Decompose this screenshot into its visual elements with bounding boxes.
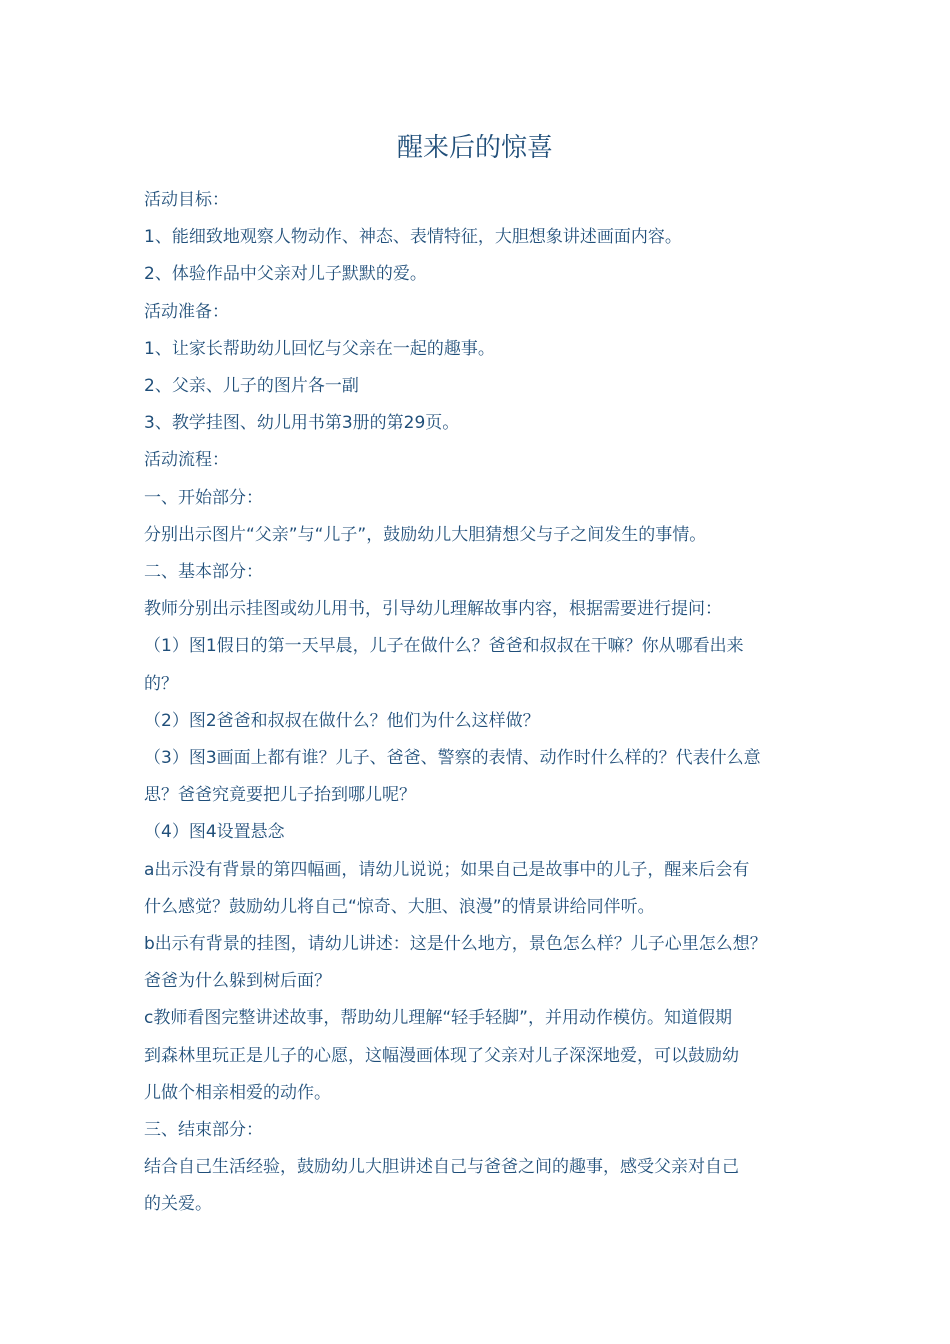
question-1-line-2: 的？	[144, 673, 178, 694]
process-heading-basic: 二、基本部分：	[144, 562, 263, 583]
question-2: （2）图2爸爸和叔叔在做什么？他们为什么这样做？	[144, 710, 540, 731]
question-4: （4）图4设置悬念	[144, 822, 285, 843]
process-heading-end: 三、结束部分：	[144, 1120, 263, 1141]
process-text-start: 分别出示图片“父亲”与“儿子”，鼓励幼儿大胆猜想父与子之间发生的事情。	[144, 524, 707, 545]
document-body	[144, 182, 824, 1224]
item-a-line-2: 什么感觉？鼓励幼儿将自己“惊奇、大胆、浪漫”的情景讲给同伴听。	[144, 896, 655, 917]
section-heading-process: 活动流程：	[144, 450, 229, 471]
section-heading-goals: 活动目标：	[144, 190, 229, 210]
item-b-line-2: 爸爸为什么躲到树后面？	[144, 971, 331, 992]
document-title: 醒来后的惊喜	[396, 133, 553, 163]
section-heading-preparation: 活动准备：	[144, 301, 229, 322]
preparation-item-3: 3、教学挂图、幼儿用书第3册的第29页。	[144, 413, 460, 434]
process-heading-start: 一、开始部分：	[144, 487, 263, 508]
preparation-item-1: 1、让家长帮助幼儿回忆与父亲在一起的趣事。	[144, 338, 495, 359]
question-3-line-2: 思？爸爸究竟要把儿子抬到哪儿呢？	[144, 785, 416, 806]
item-a-line-1: a出示没有背景的第四幅画，请幼儿说说；如果自己是故事中的儿子，醒来后会有	[144, 859, 750, 880]
item-c-line-1: c教师看图完整讲述故事，帮助幼儿理解“轻手轻脚”，并用动作模仿。知道假期	[144, 1008, 732, 1029]
process-text-end-line-2: 的关爱。	[144, 1194, 212, 1215]
preparation-item-2: 2、父亲、儿子的图片各一副	[144, 376, 359, 397]
process-text-basic: 教师分别出示挂图或幼儿用书，引导幼儿理解故事内容，根据需要进行提问：	[144, 599, 722, 620]
item-c-line-2: 到森林里玩正是儿子的心愿，这幅漫画体现了父亲对儿子深深地爱，可以鼓励幼	[144, 1045, 739, 1066]
item-c-line-3: 儿做个相亲相爱的动作。	[144, 1082, 331, 1103]
goal-item-2: 2、体验作品中父亲对儿子默默的爱。	[144, 264, 427, 285]
goal-item-1: 1、能细致地观察人物动作、神态、表情特征，大胆想象讲述画面内容。	[144, 227, 682, 248]
item-b-line-1: b出示有背景的挂图，请幼儿讲述：这是什么地方，景色怎么样？儿子心里怎么想？	[144, 934, 767, 955]
question-3-line-1: （3）图3画面上都有谁？儿子、爸爸、警察的表情、动作时什么样的？代表什么意	[144, 748, 761, 769]
process-text-end-line-1: 结合自己生活经验，鼓励幼儿大胆讲述自己与爸爸之间的趣事，感受父亲对自己	[144, 1157, 739, 1178]
question-1-line-1: （1）图1假日的第一天早晨，儿子在做什么？爸爸和叔叔在干嘛？你从哪看出来	[144, 636, 744, 657]
